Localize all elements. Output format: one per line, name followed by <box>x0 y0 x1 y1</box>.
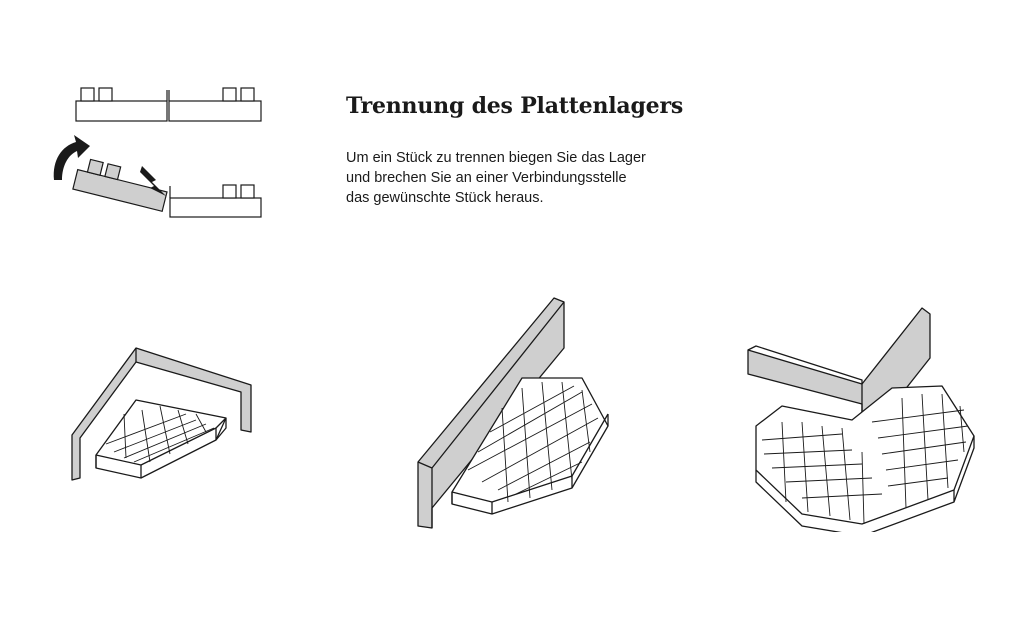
bent-bearing-side <box>73 157 261 217</box>
joined-bearing-side <box>76 88 261 121</box>
instruction-line: und brechen Sie an einer Verbindungsstelle <box>346 170 627 186</box>
instruction-text <box>346 148 686 208</box>
bearing-l-wall-illustration <box>742 302 982 532</box>
page-title: Trennung des Plattenlagers <box>346 93 684 119</box>
instruction-line: Um ein Stück zu trennen biegen Sie das Lager <box>346 150 646 166</box>
bearing-wall-illustration <box>412 292 622 532</box>
instruction-line: das gewünschte Stück heraus. <box>346 190 544 206</box>
bearing-corner-illustration <box>66 340 266 490</box>
separation-side-view-diagram <box>40 80 280 220</box>
